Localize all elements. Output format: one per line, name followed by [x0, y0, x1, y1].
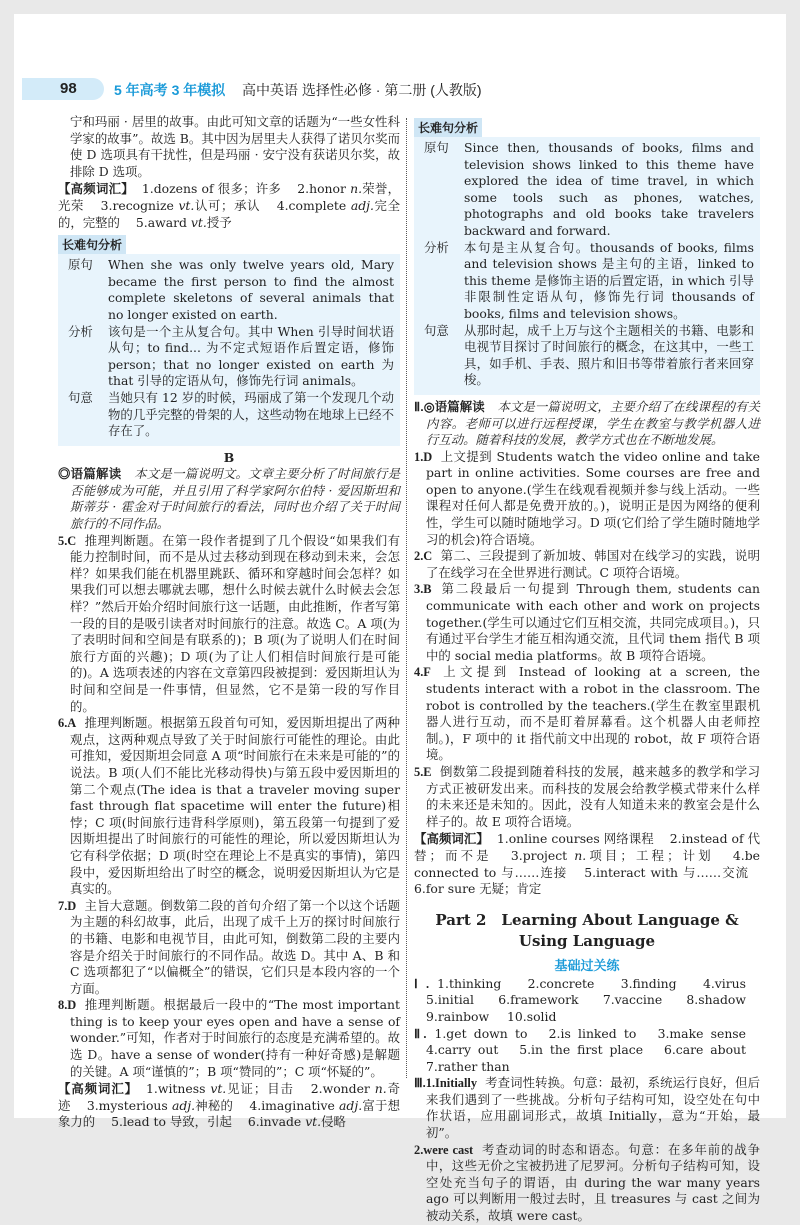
exercise-answers	[414, 1026, 760, 1076]
vocab-meaning: 侵略	[321, 1114, 346, 1130]
vocab-meaning: 代替；而不是	[414, 831, 760, 863]
vocab-meaning: 富于想象力的	[58, 1097, 401, 1130]
passage-summary	[58, 466, 400, 532]
vocabulary-list	[58, 181, 400, 231]
page-number: 98	[60, 80, 77, 97]
exercise-answer: 5.in the first place	[519, 1042, 644, 1058]
exercise-answer: 7.rather than	[426, 1058, 510, 1074]
exercise-answer: 1.thinking	[437, 975, 502, 991]
vocab-meaning: 见证；目击	[226, 1081, 294, 1097]
analysis-row-text: 本句是主从复合句。thousands of books, films and television shows 是主句的主语，linked to this theme 是修饰主语的后置定语，in which 引导非限制性定语从句，修饰先行词 thousands of books, films and television shows。	[464, 239, 754, 321]
vocabulary-item	[146, 1081, 294, 1096]
answer-text: 考查动词的时态和语态。句意：在多年前的战争中，这些无价之宝被扔进了尼罗河。分析句子结构可知，设空处充当句子的谓语，由 during the war many years ago 可以判断用一般过去时，且 treasures 与 cast 之间为被动关系，故填 were cast。	[426, 1141, 761, 1224]
answer-key: 2.C	[414, 549, 433, 564]
vocab-meaning: 与……交流	[683, 864, 748, 880]
vocab-meaning: 认可；承认	[194, 197, 261, 213]
vocab-meaning: 网络课程	[603, 831, 654, 847]
right-column	[414, 114, 760, 1225]
answer-text: 第二、三段提到了新加坡、韩国对在线学习的实践，说明了在线学习在全世界进行测试。C 项符合语境。	[426, 548, 760, 580]
vocabulary-item	[142, 181, 281, 196]
vocabulary-item	[584, 865, 748, 880]
answer-key: 2.were cast	[414, 1142, 474, 1157]
analysis-row-text: Since then, thousands of books, films and television shows linked to this theme have explored the idea of time travel, in which some tools such as phones, watches, photographs and old books take travelers backward and forward.	[464, 140, 754, 238]
passage-summary	[414, 399, 760, 449]
answer-key: 5.E	[414, 764, 432, 779]
vocab-word: 3.mysterious	[86, 1097, 168, 1113]
exercise-subtitle: 基础过关练	[554, 957, 620, 973]
vocabulary-item	[87, 1098, 233, 1113]
vocab-meaning: 无疑；肯定	[479, 881, 542, 897]
vocab-word: 2.wonder	[310, 1081, 370, 1097]
page-number-tab	[22, 78, 104, 100]
vocabulary-item	[497, 831, 654, 846]
vocabulary-item	[111, 1114, 232, 1129]
answer-key: 7.D	[58, 898, 77, 913]
answer-explanation	[414, 548, 760, 581]
exercise-key: Ⅰ.	[414, 976, 430, 991]
vocab-word: 2.instead of	[669, 831, 744, 847]
vocab-pos: adj.	[350, 197, 374, 213]
vocab-meaning: 与……连接	[501, 864, 568, 880]
vocab-pos: adj.	[171, 1097, 196, 1113]
answer-explanation	[58, 715, 400, 898]
exercise-answers	[414, 976, 760, 1026]
vocab-meaning: 奇迹	[58, 1081, 400, 1113]
summary-prefix: Ⅱ.	[414, 399, 424, 414]
vocab-pos: vt.	[210, 1081, 227, 1097]
exercise-answer: 9.rainbow	[426, 1008, 490, 1024]
analysis-row-label: 原句	[424, 140, 449, 155]
vocab-word: 4.imaginative	[249, 1097, 335, 1113]
vocab-pos: n.	[350, 181, 363, 197]
analysis-row	[420, 140, 754, 240]
answer-text: 上文提到 Instead of looking at a screen, the students interact with a robot in the classroom. The robot is controlled by the teachers.(学生在教室里跟机器人进行互动，而不是盯着屏幕看。这个机器人由老师控制。)，F 项中的 it 指代前文中出现的 robot，故 F 项符合语境。	[426, 664, 760, 763]
answer-text: 推理判断题。根据最后一段中的“The most important thing is to keep your eyes open and have a sense of wonder.”可知，作者对于时间旅行的态度是充满希望的。故选 D。have a sense of wonder(持有一种好奇感)是解题的关键。A 项“谨慎的”；B 项“赞同的”；C 项“怀疑的”。	[70, 997, 400, 1079]
analysis-row-text: 当她只有 12 岁的时候，玛丽成了第一个发现几个动物的几乎完整的骨架的人，这些动物在地球上已经不存在了。	[108, 389, 394, 439]
exercise-answer: 6.care about	[663, 1042, 746, 1058]
analysis-row-label: 分析	[68, 323, 93, 339]
exercise-answer: 7.vaccine	[602, 992, 663, 1008]
vocabulary-item	[414, 881, 541, 896]
summary-text: 本文是一篇说明文，主要介绍了在线课程的有关内容。老师可以进行远程授课，学生在教室与教学机器人进行互动。随着科技的发展，教学方式也在不断地发展。	[426, 398, 761, 448]
answer-text: 倒数第二段提到随着科技的发展，越来越多的教学和学习方式正被研发出来。而科技的发展会给教学模式带来什么样的未来还是未知的。因此，没有人知道未来的教室会是什么样子的。故 E 项符合语境。	[426, 763, 760, 829]
vocab-pos: vt.	[305, 1114, 322, 1130]
vocabulary-label: 【高频词汇】	[58, 181, 134, 197]
vocab-word: 5.award	[135, 214, 187, 230]
vocab-meaning: 荣誉，光荣	[58, 181, 400, 213]
series-name: 5 年高考 3 年模拟	[114, 82, 226, 98]
answer-text: 考查词性转换。句意：最初，系统运行良好，但后来我们遇到了一些挑战。分析句子结构可知，设空处在句中作状语，应用副词形式，故填 Initially，意为“开始，最初”。	[426, 1075, 761, 1141]
book-title: 高中英语 选择性必修 · 第二册 (人教版)	[242, 82, 482, 98]
answer-key: 6.A	[58, 716, 77, 731]
analysis-row	[420, 240, 754, 323]
vocab-meaning: 很多；许多	[217, 181, 282, 197]
paragraph: 宁和玛丽 · 居里的故事。由此可知文章的话题为“一些女性科学家的故事”。故选 B。其中因为居里夫人获得了诺贝尔奖而使 D 选项具有干扰性，但是玛丽 · 安宁没有获诺贝尔奖，故排除 D 选项。	[70, 114, 400, 179]
answer-text: 上文提到 Students watch the video online and take part in online activities. Some courses are free and open to anyone.(学生在线观看视频并参与线上活动。一些课程对任何人都是免费开放的。)，说明正是因为网络的便利性，学生可以随时随地学习。D 项(它们给了学生随时随地学习的机会)符合语境。	[426, 448, 760, 547]
vocab-meaning: 完全的，完整的	[58, 197, 400, 230]
document-page	[14, 14, 786, 1224]
answer-explanation	[58, 997, 400, 1080]
answer-explanation	[414, 764, 760, 830]
vocab-pos: vt.	[190, 214, 207, 230]
section-heading: B	[223, 449, 235, 465]
answer-key: 5.C	[58, 533, 77, 548]
analysis-row-label: 句意	[68, 389, 93, 405]
vocabulary-label: 【高频词汇】	[58, 1081, 139, 1097]
answer-explanation	[414, 449, 760, 549]
vocab-word: 6.for sure	[414, 881, 476, 897]
answer-key: 4.F	[414, 665, 431, 680]
exercise-answer: 3.finding	[620, 975, 677, 991]
answer-explanation	[414, 1142, 760, 1225]
exercise-answer: 8.shadow	[686, 992, 746, 1008]
vocab-word: 4.complete	[276, 197, 347, 213]
answer-text: 推理判断题。根据第五段首句可知，爱因斯坦提出了两种观点，这两种观点导致了关于时间旅行可能性的理论。由此可推知，爱因斯坦会同意 A 项“时间旅行在未来是可能的”的说法。B 项(人们不能比光移动得快)与第五段中爱因斯坦的第二个观点(The idea is that a traveler moving super fast through flat spacetime will enter the future)相悖；C 项(时间旅行违背科学原则)，第五段第一句提到了爱因斯坦提出了时间旅行的可能性的理论，所以爱因斯坦认为它有科学依据；D 项(时空在理论上不是真实的事情)，第四段中，爱因斯坦给出了时空的概念，说明爱因斯坦认为它是真实的。	[70, 715, 400, 897]
analysis-row-label: 分析	[424, 239, 449, 255]
vocab-meaning: 神秘的	[195, 1097, 234, 1113]
answer-key: 8.D	[58, 998, 77, 1013]
analysis-body	[414, 137, 760, 395]
analysis-row	[64, 324, 394, 390]
analysis-row-text: 该句是一个主从复合句。其中 When 引导时间状语从句；to find... 为不定式短语作后置定语，修饰 person；that no longer existed on earth 为 that 引导的定语从句，修饰先行词 animals。	[108, 323, 394, 389]
vocabulary-item	[248, 1114, 346, 1129]
answer-explanation	[414, 581, 760, 664]
left-column	[58, 114, 400, 1131]
exercise-answer: 4.virus	[702, 975, 746, 991]
exercise-answer: 10.solid	[507, 1008, 557, 1024]
answer-text: 主旨大意题。倒数第二段的首句介绍了第一个以这个话题为主题的科幻故事，此后，出现了成千上万的探讨时间旅行的书籍、电影和电视节目，由此可知，倒数第二段的主要内容是介绍关于时间旅行的不同作品。故选 D。其中 A、B 和 C 选项都犯了“以偏概全”的错误，它们只是本段内容的一个方面。	[70, 897, 400, 996]
exercise-answer: 6.framework	[498, 992, 579, 1008]
column-divider	[406, 118, 407, 1078]
summary-text: 本文是一篇说明文。文章主要分析了时间旅行是否能够成为可能，并且引用了科学家阿尔伯特 · 爱因斯坦和斯蒂芬 · 霍金对于时间旅行的看法，同时也介绍了关于时间旅行的不同作品。	[70, 466, 401, 532]
analysis-row-text: 从那时起，成千上万与这个主题相关的书籍、电影和电视节目探讨了时间旅行的概念，在这其中，一些工具，如手机、手表、照片和旧书等带着旅行者来回穿梭。	[464, 322, 754, 388]
exercise-answer: 3.make sense	[657, 1025, 746, 1041]
analysis-row-text: When she was only twelve years old, Mary became the first person to find the almost complete skeletons of several animals that no longer existed on earth.	[108, 257, 394, 322]
analysis-row	[420, 323, 754, 389]
vocab-word: 1.online courses	[496, 831, 600, 847]
answer-explanation	[414, 664, 760, 764]
answer-explanation	[58, 533, 400, 716]
vocabulary-label: 【高频词汇】	[414, 831, 489, 847]
answer-key: Ⅲ.1.Initially	[414, 1076, 478, 1091]
analysis-row-label: 句意	[424, 322, 449, 338]
vocab-pos: adj.	[339, 1097, 363, 1113]
vocab-word: 3.project	[510, 847, 568, 863]
vocabulary-item	[136, 215, 232, 230]
vocab-word: 3.recognize	[100, 197, 174, 213]
vocab-meaning: 项目；工程；计划	[586, 847, 714, 863]
exercise-answer: 1.get down to	[434, 1025, 528, 1041]
vocab-word: 1.dozens of	[141, 181, 214, 197]
analysis-body	[58, 254, 400, 446]
vocab-word: 2.honor	[297, 181, 346, 197]
part-title-line: Part 2 Learning About Language &	[435, 910, 739, 929]
vocab-word: 4.be connected to	[414, 847, 760, 880]
analysis-row	[64, 390, 394, 440]
vocab-word: 1.witness	[146, 1081, 206, 1097]
vocabulary-list	[414, 831, 760, 897]
vocabulary-list	[58, 1081, 400, 1131]
part-title	[414, 910, 760, 952]
analysis-title: 长难句分析	[414, 118, 482, 137]
vocab-meaning: 导致，引起	[169, 1114, 232, 1130]
vocab-pos: vt.	[178, 197, 195, 213]
analysis-row	[64, 257, 394, 323]
exercise-answer: 4.carry out	[426, 1042, 499, 1058]
vocabulary-item	[511, 848, 714, 863]
analysis-row-label: 原句	[68, 257, 93, 273]
sentence-analysis-box	[58, 235, 400, 446]
vocabulary-item	[101, 198, 261, 213]
vocab-word: 5.interact with	[584, 864, 679, 880]
exercise-key: Ⅱ.	[414, 1026, 427, 1041]
answer-key: 1.D	[414, 449, 433, 464]
summary-label: ◎语篇解读	[58, 467, 122, 482]
answer-key: 3.B	[414, 582, 432, 597]
exercise-answer: 5.initial	[426, 992, 475, 1008]
vocab-pos: n.	[574, 847, 587, 863]
sentence-analysis-box	[414, 118, 760, 395]
answer-text: 第二段最后一句提到 Through them, students can communicate with each other and work on projects together.(学生可以通过它们互相交流，共同完成项目。)，只有通过平台学生才能互相沟通交流，且代词 them 指代 B 项中的 social media platforms。故 B 项符合语境。	[426, 581, 760, 663]
vocab-word: 5.lead to	[111, 1114, 166, 1130]
vocab-pos: n.	[374, 1081, 387, 1097]
summary-label: ◎语篇解读	[423, 399, 485, 414]
answer-explanation	[58, 898, 400, 998]
answer-text: 推理判断题。在第一段作者提到了几个假设“如果我们有能力控制时间，而不是从过去移动到现在移动到未来，会怎样？如果我们能在机器里跳跃、循环和穿越时间会怎样？如果我们可以想去哪就去哪，想什么时候去就什么时候去会怎样？”然后开始介绍时间旅行这一话题，由此推断，作者写第一段的目的是吸引读者对时间旅行的注意。故选 C。A 项(为了表明时间和空间是有联系的)；B 项(为了说明人们在时间旅行方面的兴趣)；D 项(为了让人们相信时间旅行是可能的)。A 选项表述的内容在文章第四段被提到：爱因斯坦认为时间和空间是一件事情，但显然，它不是第一段的写作目的。	[70, 532, 400, 714]
vocab-word: 6.invade	[247, 1114, 302, 1130]
page-header	[14, 78, 786, 100]
analysis-title: 长难句分析	[58, 235, 126, 254]
exercise-answer: 2.is linked to	[548, 1025, 637, 1041]
vocab-meaning: 授予	[206, 214, 232, 230]
part-title-line: Using Language	[518, 931, 656, 950]
exercise-answer: 2.concrete	[527, 975, 595, 991]
